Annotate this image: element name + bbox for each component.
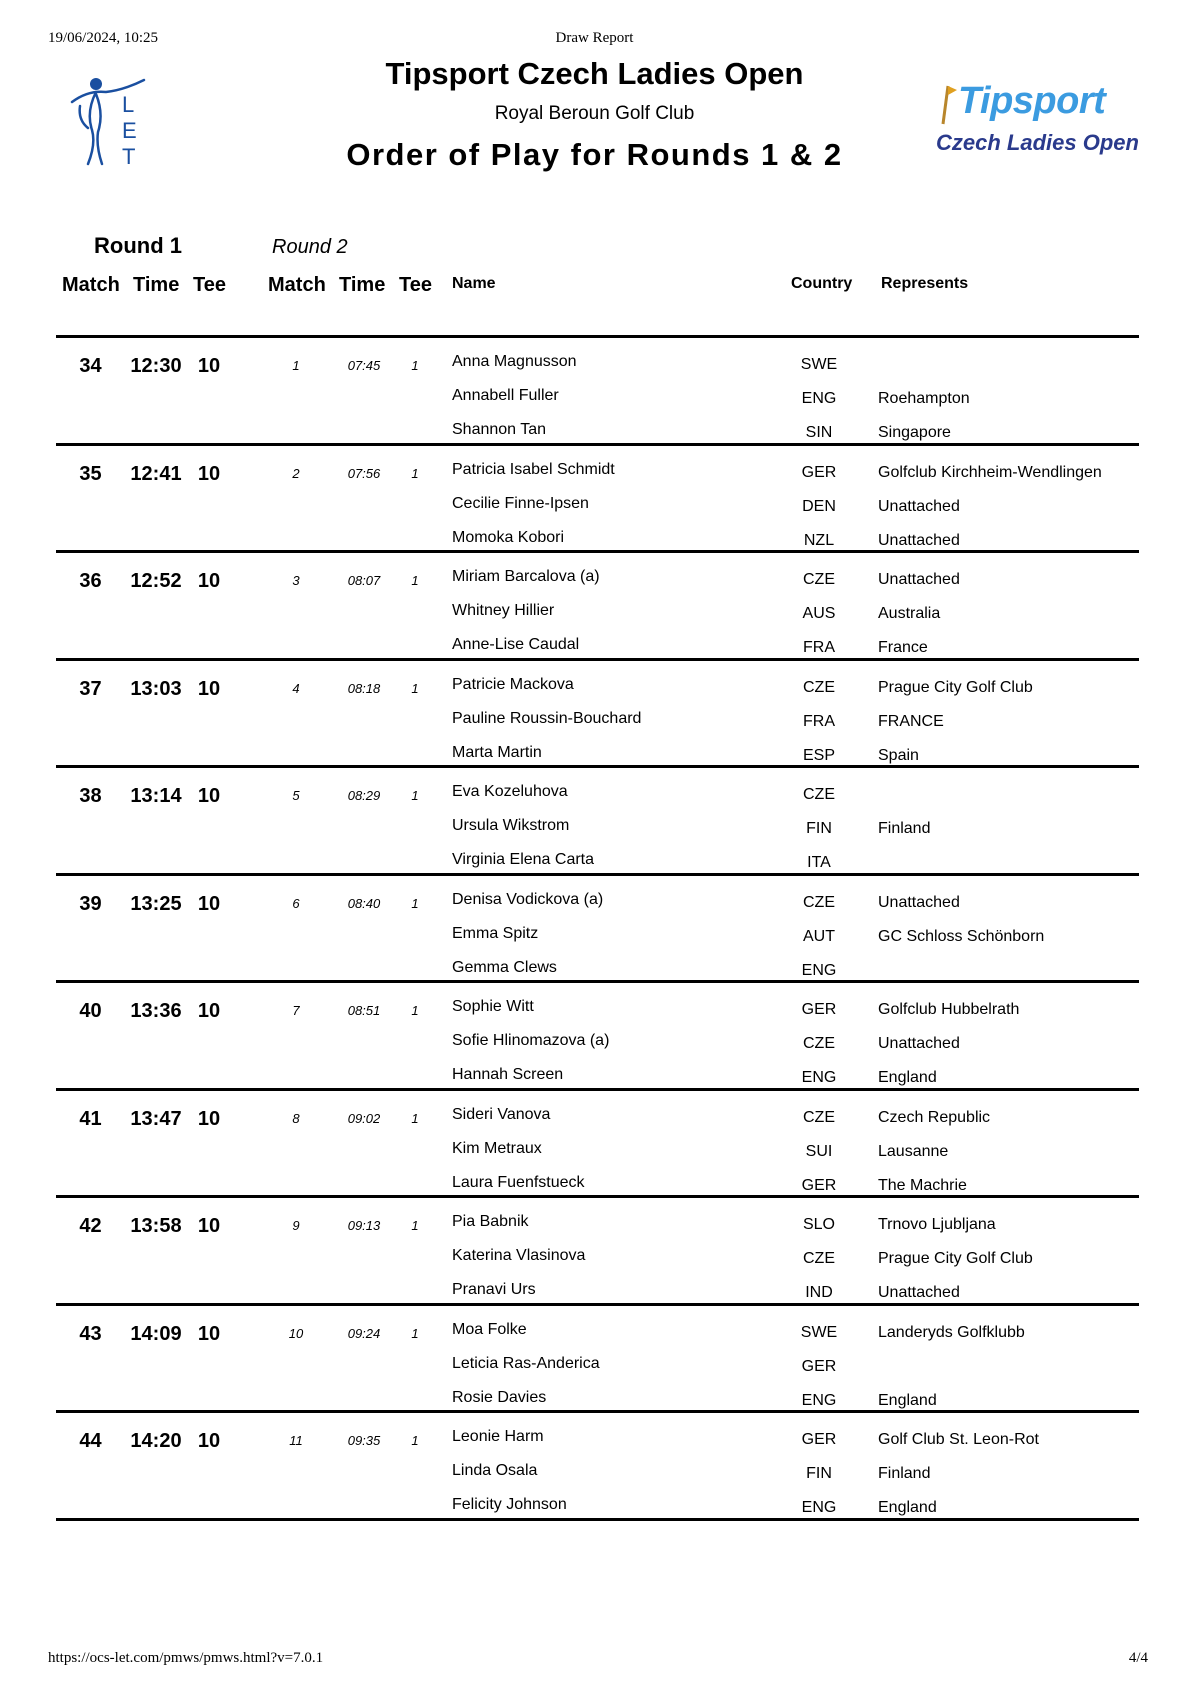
match-number-r2: 2: [292, 466, 300, 481]
tee-time-r2: 07:56: [347, 466, 381, 481]
player-represents: Czech Republic: [878, 1109, 991, 1126]
player-country: CZE: [803, 1109, 835, 1126]
player-country: DEN: [802, 498, 836, 515]
player-country: ENG: [801, 390, 837, 407]
group-separator: [56, 1195, 1139, 1198]
print-date: 19/06/2024, 10:25: [48, 30, 159, 46]
player-represents: Finland: [878, 1465, 931, 1482]
tee-r1: 10: [197, 1215, 221, 1237]
player-represents: Trnovo Ljubljana: [878, 1216, 996, 1233]
player-name: Anne-Lise Caudal: [452, 636, 580, 653]
tee-time-r1: 13:36: [130, 1000, 182, 1022]
tee-r1: 10: [197, 893, 221, 915]
let-logo-letter-t: T: [122, 144, 136, 169]
player-country: NZL: [803, 532, 835, 549]
player-name: Patricia Isabel Schmidt: [452, 461, 615, 478]
player-represents: Roehampton: [878, 390, 970, 407]
player-country: SLO: [802, 1216, 835, 1233]
tee-time-r1: 14:20: [130, 1430, 182, 1452]
tee-r1: 10: [197, 355, 221, 377]
player-represents: Prague City Golf Club: [878, 1250, 1033, 1267]
round1-label: Round 1: [94, 233, 182, 258]
player-represents: England: [878, 1069, 937, 1086]
player-country: CZE: [803, 1250, 835, 1267]
player-represents: Singapore: [878, 424, 951, 441]
tee-r1: 10: [197, 1000, 221, 1022]
tee-r2: 1: [411, 573, 419, 588]
tee-time-r1: 14:09: [130, 1323, 182, 1345]
player-represents: Unattached: [878, 894, 960, 911]
tee-r1: 10: [197, 463, 221, 485]
match-number-r1: 36: [79, 570, 102, 592]
match-number-r2: 8: [292, 1111, 300, 1126]
group-separator: [56, 1303, 1139, 1306]
page-number: 4/4: [1128, 1650, 1148, 1666]
player-represents: Unattached: [878, 498, 960, 515]
tee-r2: 1: [411, 1111, 419, 1126]
player-represents: Finland: [878, 820, 931, 837]
tee-time-r1: 13:03: [130, 678, 182, 700]
player-country: GER: [801, 1358, 837, 1375]
player-country: ENG: [801, 1392, 837, 1409]
tee-time-r2: 08:07: [347, 573, 381, 588]
player-represents: Unattached: [878, 1035, 960, 1052]
tee-r2: 1: [411, 1326, 419, 1341]
player-country: SWE: [800, 1324, 838, 1341]
player-country: ENG: [801, 962, 837, 979]
player-represents: FRANCE: [878, 713, 944, 730]
player-country: FRA: [803, 639, 835, 656]
tee-r1: 10: [197, 1430, 221, 1452]
col-header-country: Country: [791, 275, 853, 292]
player-represents: Golfclub Hubbelrath: [878, 1001, 1020, 1018]
match-number-r2: 5: [292, 788, 300, 803]
player-represents: Australia: [878, 605, 941, 622]
player-name: Rosie Davies: [452, 1389, 547, 1406]
tee-r1: 10: [197, 785, 221, 807]
player-name: Laura Fuenfstueck: [452, 1174, 585, 1191]
group-separator: [56, 765, 1139, 768]
tee-r1: 10: [197, 1323, 221, 1345]
player-name: Marta Martin: [452, 744, 542, 761]
group-separator: [56, 335, 1139, 338]
player-represents: Prague City Golf Club: [878, 679, 1033, 696]
tee-time-r2: 07:45: [347, 358, 381, 373]
player-name: Leticia Ras-Anderica: [452, 1355, 600, 1372]
tee-time-r1: 13:58: [130, 1215, 182, 1237]
tee-r2: 1: [411, 1218, 419, 1233]
group-separator: [56, 658, 1139, 661]
player-represents: Landeryds Golfklubb: [878, 1324, 1025, 1341]
player-country: ENG: [801, 1499, 837, 1516]
player-country: GER: [801, 1431, 837, 1448]
match-number-r2: 11: [289, 1433, 303, 1448]
match-number-r1: 34: [79, 355, 102, 377]
match-number-r2: 3: [292, 573, 300, 588]
tee-time-r2: 08:18: [347, 681, 381, 696]
print-url: https://ocs-let.com/pmws/pmws.html?v=7.0.1: [48, 1650, 324, 1666]
player-represents: France: [878, 639, 928, 656]
player-name: Anna Magnusson: [452, 353, 577, 370]
col-header-match-r2: Match: [268, 274, 326, 296]
page-title: Order of Play for Rounds 1 & 2: [346, 137, 843, 172]
player-country: IND: [805, 1284, 833, 1301]
tee-r2: 1: [411, 358, 419, 373]
tee-r1: 10: [197, 678, 221, 700]
tee-time-r2: 08:29: [347, 788, 381, 803]
player-name: Moa Folke: [452, 1321, 527, 1338]
player-name: Shannon Tan: [452, 421, 547, 438]
col-header-represents: Represents: [881, 275, 969, 292]
group-separator: [56, 1518, 1139, 1521]
player-name: Pranavi Urs: [452, 1281, 536, 1298]
match-number-r1: 38: [79, 785, 102, 807]
col-header-tee-r1: Tee: [193, 274, 226, 296]
tee-r2: 1: [411, 1433, 419, 1448]
player-name: Sofie Hlinomazova (a): [452, 1032, 610, 1049]
player-name: Hannah Screen: [452, 1066, 564, 1083]
tee-time-r2: 09:13: [347, 1218, 381, 1233]
player-name: Leonie Harm: [452, 1428, 544, 1445]
tee-time-r1: 12:41: [130, 463, 182, 485]
match-number-r2: 1: [292, 358, 300, 373]
match-number-r1: 37: [79, 678, 102, 700]
col-header-match-r1: Match: [62, 274, 120, 296]
match-number-r2: 4: [292, 681, 300, 696]
player-name: Patricie Mackova: [452, 676, 574, 693]
player-country: ITA: [807, 854, 831, 871]
tee-time-r2: 08:40: [347, 896, 381, 911]
tee-r2: 1: [411, 1003, 419, 1018]
col-header-name: Name: [452, 275, 496, 292]
tee-time-r2: 09:02: [347, 1111, 381, 1126]
player-name: Linda Osala: [452, 1462, 538, 1479]
player-name: Felicity Johnson: [452, 1496, 567, 1513]
match-number-r2: 10: [288, 1326, 304, 1341]
match-number-r1: 43: [79, 1323, 102, 1345]
tee-r2: 1: [411, 681, 419, 696]
tee-r2: 1: [411, 896, 419, 911]
player-name: Pauline Roussin-Bouchard: [452, 710, 642, 727]
match-number-r1: 41: [79, 1108, 102, 1130]
tee-time-r1: 13:25: [130, 893, 182, 915]
player-represents: Lausanne: [878, 1143, 949, 1160]
player-country: GER: [801, 1001, 837, 1018]
print-title: Draw Report: [555, 30, 634, 46]
match-number-r2: 7: [292, 1003, 300, 1018]
player-name: Emma Spitz: [452, 925, 539, 942]
player-name: Ursula Wikstrom: [452, 817, 570, 834]
player-name: Cecilie Finne-Ipsen: [452, 495, 589, 512]
tee-time-r1: 12:30: [130, 355, 182, 377]
player-country: CZE: [803, 894, 835, 911]
player-country: FRA: [803, 713, 835, 730]
tee-r1: 10: [197, 1108, 221, 1130]
player-country: CZE: [803, 679, 835, 696]
let-logo-letter-e: E: [122, 118, 137, 143]
player-represents: GC Schloss Schönborn: [878, 928, 1045, 945]
player-country: GER: [801, 464, 837, 481]
tee-time-r1: 13:47: [130, 1108, 182, 1130]
col-header-time-r2: Time: [339, 274, 386, 296]
match-number-r1: 44: [79, 1430, 102, 1452]
tipsport-logo-line2: Czech Ladies Open: [936, 130, 1139, 155]
tee-time-r1: 12:52: [130, 570, 182, 592]
event-title: Tipsport Czech Ladies Open: [385, 56, 804, 91]
group-separator: [56, 443, 1139, 446]
match-number-r1: 35: [79, 463, 102, 485]
player-country: CZE: [803, 571, 835, 588]
player-country: CZE: [803, 786, 835, 803]
player-country: AUT: [803, 928, 835, 945]
tee-r2: 1: [411, 466, 419, 481]
player-represents: Golfclub Kirchheim-Wendlingen: [878, 464, 1102, 481]
tee-time-r2: 09:24: [347, 1326, 381, 1341]
player-name: Miriam Barcalova (a): [452, 568, 600, 585]
player-name: Pia Babnik: [452, 1213, 529, 1230]
tipsport-logo-line1: Tipsport: [958, 80, 1106, 122]
player-country: SWE: [800, 356, 838, 373]
player-name: Denisa Vodickova (a): [452, 891, 604, 908]
match-number-r2: 9: [292, 1218, 300, 1233]
match-number-r1: 42: [79, 1215, 102, 1237]
tee-time-r1: 13:14: [130, 785, 182, 807]
tee-time-r2: 09:35: [347, 1433, 381, 1448]
player-name: Katerina Vlasinova: [452, 1247, 586, 1264]
tee-r2: 1: [411, 788, 419, 803]
round2-label: Round 2: [272, 236, 348, 258]
player-country: GER: [801, 1177, 837, 1194]
player-represents: Unattached: [878, 532, 960, 549]
tee-r1: 10: [197, 570, 221, 592]
group-separator: [56, 550, 1139, 553]
match-number-r1: 39: [79, 893, 102, 915]
match-number-r2: 6: [292, 896, 300, 911]
player-represents: Golf Club St. Leon-Rot: [878, 1431, 1039, 1448]
player-country: FIN: [806, 820, 832, 837]
player-country: AUS: [802, 605, 836, 622]
player-name: Annabell Fuller: [452, 387, 559, 404]
player-represents: Unattached: [878, 1284, 960, 1301]
player-name: Eva Kozeluhova: [452, 783, 568, 800]
venue: Royal Beroun Golf Club: [494, 103, 695, 124]
tee-time-r2: 08:51: [347, 1003, 381, 1018]
player-represents: England: [878, 1392, 937, 1409]
player-name: Virginia Elena Carta: [452, 851, 595, 868]
player-country: FIN: [806, 1465, 832, 1482]
player-name: Sideri Vanova: [452, 1106, 551, 1123]
player-name: Gemma Clews: [452, 959, 557, 976]
player-country: SUI: [805, 1143, 833, 1160]
player-name: Kim Metraux: [452, 1140, 542, 1157]
player-name: Sophie Witt: [452, 998, 534, 1015]
player-represents: Unattached: [878, 571, 960, 588]
player-country: SIN: [805, 424, 833, 441]
player-represents: The Machrie: [878, 1177, 967, 1194]
player-name: Momoka Kobori: [452, 529, 565, 546]
group-separator: [56, 873, 1139, 876]
player-country: ENG: [801, 1069, 837, 1086]
let-logo-letter-l: L: [122, 92, 135, 117]
match-number-r1: 40: [79, 1000, 102, 1022]
group-separator: [56, 1088, 1139, 1091]
player-country: CZE: [803, 1035, 835, 1052]
player-name: Whitney Hillier: [452, 602, 555, 619]
col-header-tee-r2: Tee: [399, 274, 432, 296]
group-separator: [56, 980, 1139, 983]
player-country: ESP: [802, 747, 835, 764]
player-represents: Spain: [878, 747, 919, 764]
group-separator: [56, 1410, 1139, 1413]
player-represents: England: [878, 1499, 937, 1516]
col-header-time-r1: Time: [133, 274, 180, 296]
